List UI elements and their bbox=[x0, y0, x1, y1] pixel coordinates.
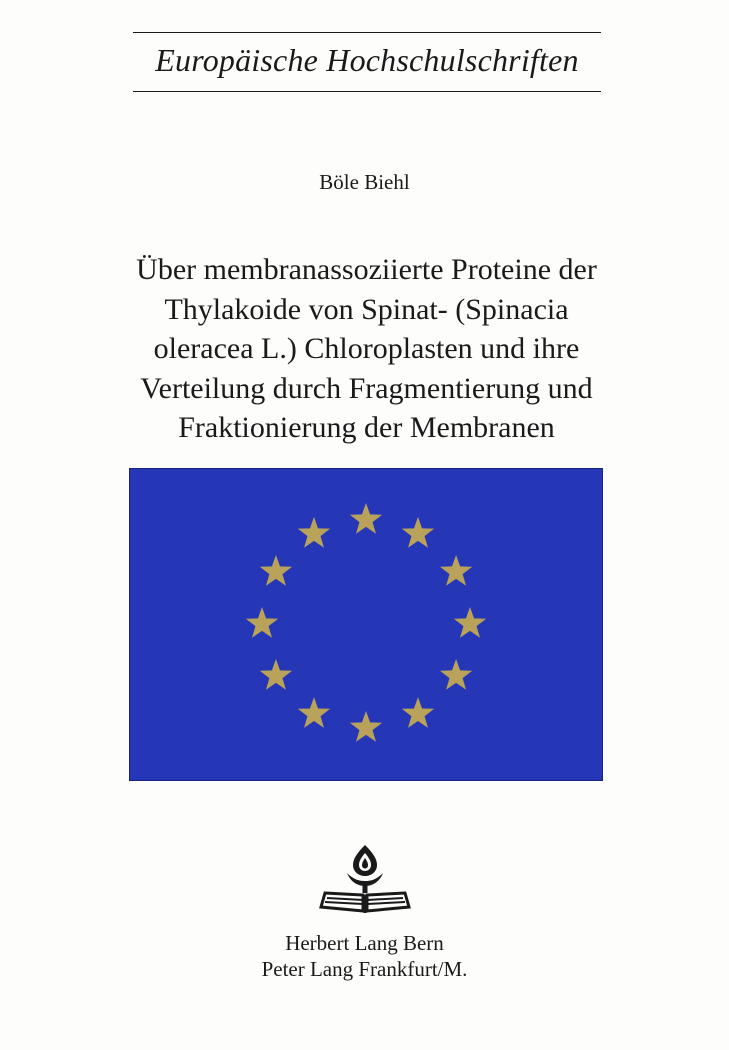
star-icon bbox=[440, 659, 472, 690]
title-line: Verteilung durch Fragmentierung und bbox=[140, 371, 593, 405]
star-icon bbox=[246, 607, 278, 638]
star-icon bbox=[298, 517, 330, 548]
flag-star-circle bbox=[130, 469, 602, 780]
title-line: Fraktionierung der Membranen bbox=[178, 411, 555, 444]
star-icon bbox=[298, 697, 330, 728]
star-icon bbox=[402, 697, 434, 728]
title-line: oleracea L.) Chloroplasten und ihre bbox=[153, 332, 580, 365]
series-top-rule bbox=[133, 32, 601, 33]
series-title: Europäische Hochschulschriften bbox=[155, 42, 579, 78]
star-icon bbox=[454, 607, 486, 638]
title-line: Über membranassoziierte Proteine der bbox=[136, 253, 597, 286]
star-icon bbox=[260, 659, 292, 690]
star-icon bbox=[260, 555, 292, 586]
series-bottom-rule bbox=[133, 91, 601, 92]
star-icon bbox=[350, 711, 382, 742]
publisher-logo-icon bbox=[317, 843, 413, 915]
publisher-imprint bbox=[0, 930, 729, 982]
star-icon bbox=[402, 517, 434, 548]
author-name: Böle Biehl bbox=[319, 170, 410, 194]
book-title bbox=[60, 250, 673, 448]
european-flag bbox=[129, 468, 603, 781]
publisher-line: Herbert Lang Bern bbox=[285, 931, 444, 955]
publisher-line: Peter Lang Frankfurt/M. bbox=[261, 957, 468, 981]
star-icon bbox=[350, 503, 382, 534]
title-line: Thylakoide von Spinat- (Spinacia bbox=[164, 292, 569, 326]
publisher-logo-icon bbox=[317, 843, 413, 915]
star-icon bbox=[440, 555, 472, 586]
